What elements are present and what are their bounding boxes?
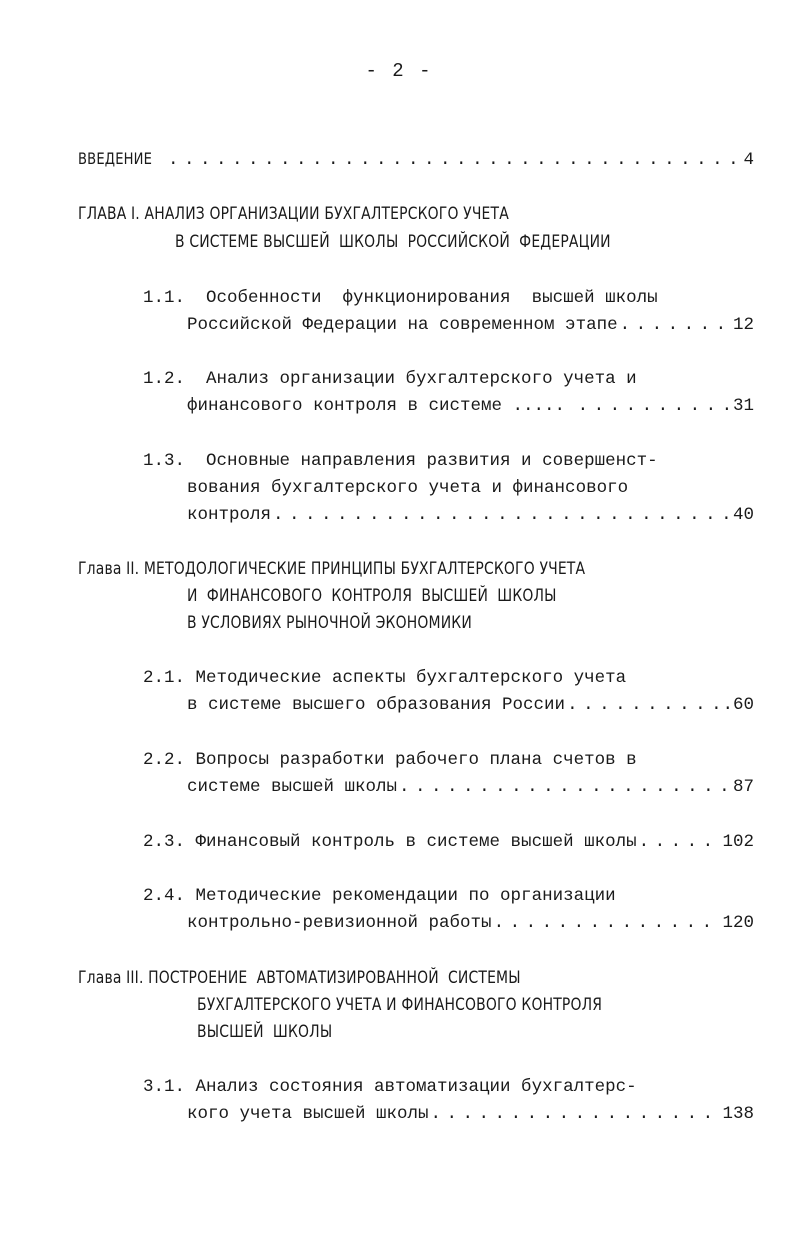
- section-2-4-line-1: 2.4. Методические рекомендации по организации: [143, 886, 616, 906]
- section-1-2-title-end: финансового контроля в системе .....: [187, 396, 576, 416]
- toc-leader-dots: [639, 831, 721, 853]
- section-2-3-title: 2.3. Финансовый контроль в системе высшей школы: [143, 832, 637, 852]
- chapter-1-heading-line-1: ГЛАВА I. АНАЛИЗ ОРГАНИЗАЦИИ БУХГАЛТЕРСКОГО УЧЕТА: [78, 204, 509, 224]
- section-2-1-page: .60: [722, 695, 754, 715]
- section-1-3-title-end: контроля: [187, 505, 272, 525]
- toc-leader-dots: [494, 912, 721, 934]
- section-3-1-line-2: [187, 1103, 754, 1125]
- section-1-1-line-2: [187, 314, 754, 336]
- section-1-2-line-2: [187, 395, 754, 417]
- section-2-1-title-end: в системе высшего образования России: [187, 695, 566, 715]
- section-2-4-title-end: контрольно-ревизионной работы: [187, 913, 492, 933]
- section-2-1-line-2: [187, 694, 754, 716]
- chapter-3-heading-line-3: ВЫСШЕЙ ШКОЛЫ: [197, 1022, 333, 1042]
- section-1-3-line-3: [187, 504, 754, 526]
- chapter-1-heading-line-2: В СИСТЕМЕ ВЫСШЕЙ ШКОЛЫ РОССИЙСКОЙ ФЕДЕРАЦИИ: [175, 232, 611, 252]
- section-2-4-line-2: [187, 912, 754, 934]
- section-1-2-line-1: 1.2. Анализ организации бухгалтерского учета и: [143, 369, 637, 389]
- section-1-3-line-2: вования бухгалтерского учета и финансового: [187, 478, 629, 498]
- section-2-3-page: 102: [722, 832, 754, 852]
- page-number: - 2 -: [365, 60, 433, 82]
- chapter-2-heading-line-3: В УСЛОВИЯХ РЫНОЧНОЙ ЭКОНОМИКИ: [187, 613, 472, 633]
- section-1-3-page: 40: [732, 505, 754, 525]
- section-3-1-page: 138: [722, 1104, 754, 1124]
- section-2-2-line-1: 2.2. Вопросы разработки рабочего плана счетов в: [143, 750, 637, 770]
- toc-leader-dots: [273, 504, 731, 526]
- toc-leader-dots: [431, 1103, 721, 1125]
- section-1-1-page: 12: [732, 315, 754, 335]
- toc-leader-dots: [399, 776, 731, 798]
- section-2-3-line-1: [143, 831, 754, 853]
- section-1-2-page: 31: [732, 396, 754, 416]
- section-2-2-line-2: [187, 776, 754, 798]
- chapter-3-heading-line-2: БУХГАЛТЕРСКОГО УЧЕТА И ФИНАНСОВОГО КОНТРОЛЯ: [197, 995, 603, 1015]
- chapter-3-heading-line-1: Глава III. ПОСТРОЕНИЕ АВТОМАТИЗИРОВАННОЙ СИСТЕМЫ: [78, 968, 521, 988]
- section-2-2-title-end: системе высшей школы: [187, 777, 398, 797]
- toc-intro-label: ВВЕДЕНИЕ: [78, 149, 153, 168]
- section-1-3-line-1: 1.3. Основные направления развития и совершенст-: [143, 451, 658, 471]
- section-2-1-line-1: 2.1. Методические аспекты бухгалтерского учета: [143, 668, 627, 688]
- section-3-1-line-1: 3.1. Анализ состояния автоматизации бухгалтерс-: [143, 1077, 637, 1097]
- toc-entry-intro: [78, 148, 754, 171]
- section-2-4-page: 120: [722, 913, 754, 933]
- toc-intro-page: 4: [743, 150, 754, 170]
- chapter-2-heading-line-1: Глава II. МЕТОДОЛОГИЧЕСКИЕ ПРИНЦИПЫ БУХГАЛТЕРСКОГО УЧЕТА: [78, 559, 586, 579]
- toc-leader-dots: [620, 314, 731, 336]
- toc-leader-dots: [168, 149, 741, 171]
- section-2-2-page: 87: [732, 777, 754, 797]
- chapter-2-heading-line-2: И ФИНАНСОВОГО КОНТРОЛЯ ВЫСШЕЙ ШКОЛЫ: [187, 586, 557, 606]
- toc-leader-dots: [567, 694, 720, 716]
- section-1-1-title-end: Российской Федерации на современном этапе: [187, 315, 618, 335]
- section-1-1-line-1: 1.1. Особенности функционирования высшей школы: [143, 288, 658, 308]
- toc-leader-dots: [578, 395, 731, 417]
- section-3-1-title-end: кого учета высшей школы: [187, 1104, 429, 1124]
